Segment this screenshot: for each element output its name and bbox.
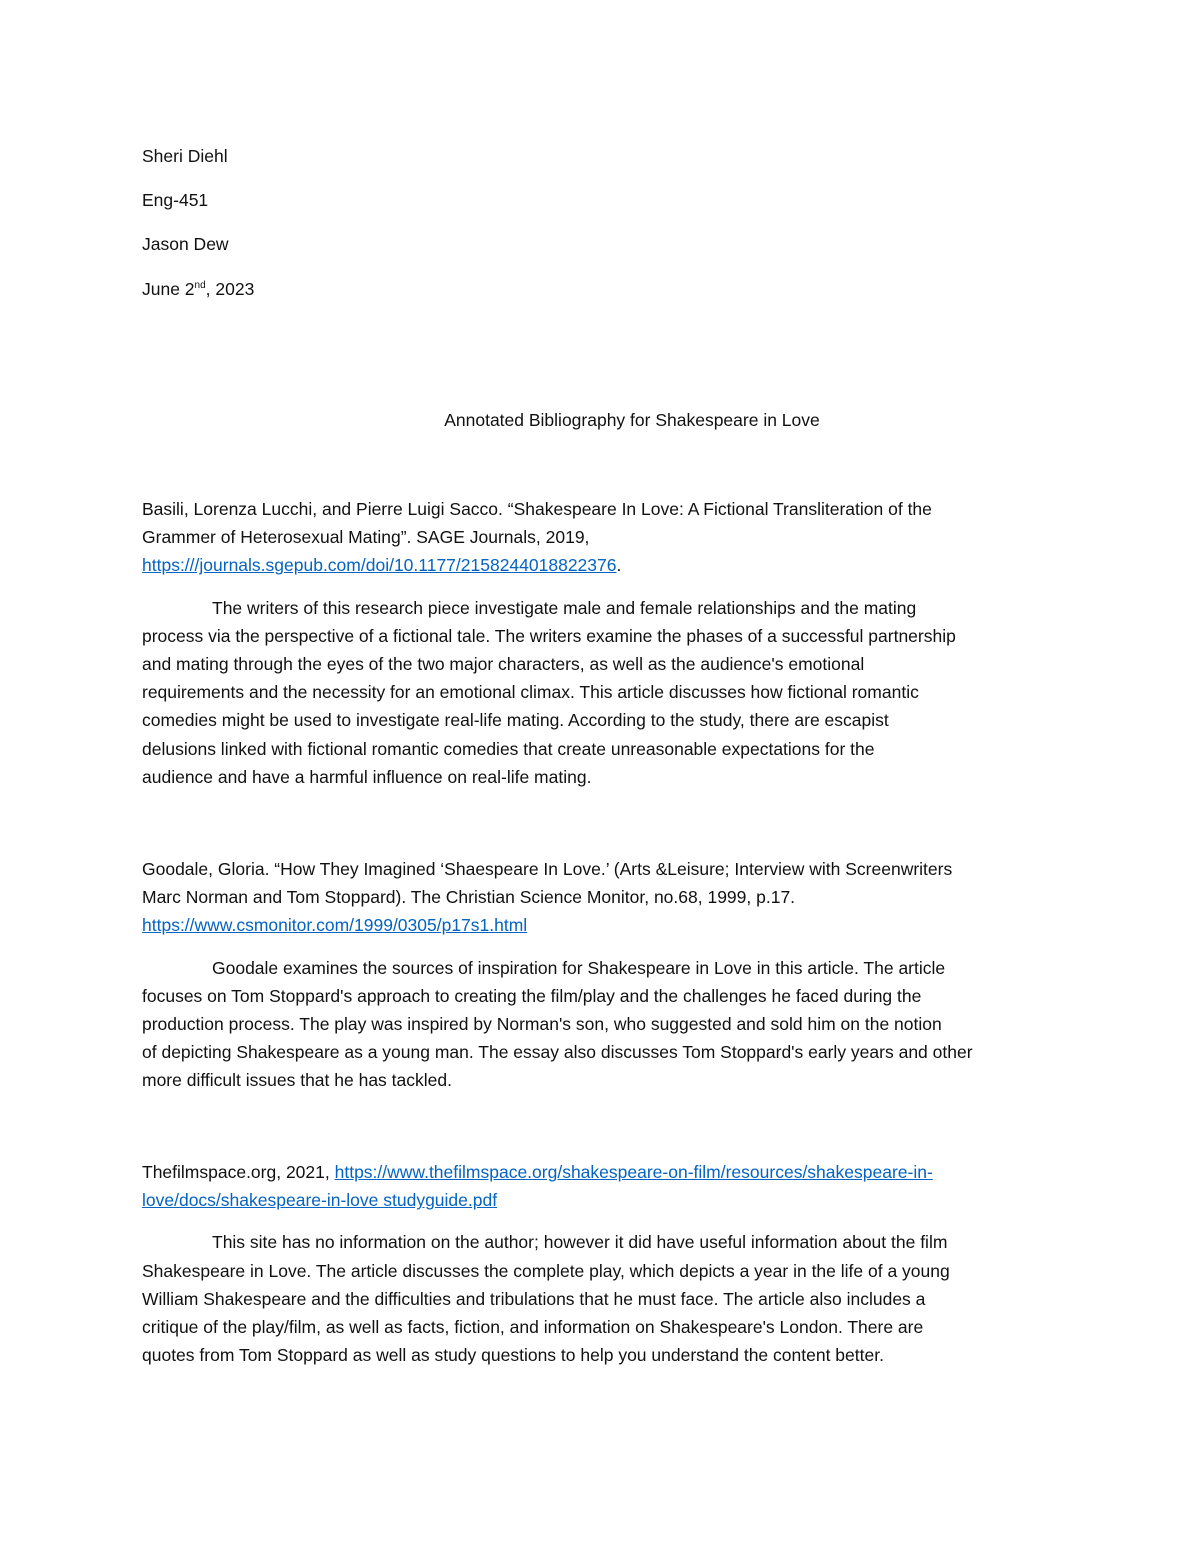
- citation-link-line: [142, 551, 1062, 579]
- citation-link-trailing: .: [616, 555, 622, 576]
- bibliography-entry: [142, 1158, 1062, 1369]
- citation-line: Basili, Lorenza Lucchi, and Pierre Luigi Sacco. “Shakespeare In Love: A Fictional Transliteration of the: [142, 499, 932, 519]
- citation-line: Marc Norman and Tom Stoppard). The Christian Science Monitor, no.68, 1999, p.17.: [142, 887, 796, 908]
- annotation-line: Goodale examines the sources of inspiration for Shakespeare in Love in this article. The article: [212, 957, 946, 978]
- citation-line: [142, 1158, 1062, 1186]
- citation-link-line: [142, 1186, 1062, 1214]
- bibliography-entry: [142, 855, 1062, 1095]
- citation-link[interactable]: https:///journals.sgepub.com/doi/10.1177/2158244018822376: [142, 555, 617, 576]
- bibliography-entry: [142, 495, 1062, 791]
- submission-date: [142, 275, 254, 303]
- annotation-line: requirements and the necessity for an emotional climax. This article discusses how fictional romantic: [142, 682, 919, 703]
- citation-link[interactable]: https://www.csmonitor.com/1999/0305/p17s1.html: [142, 915, 528, 936]
- citation-line: Grammer of Heterosexual Mating”. SAGE Journals, 2019,: [142, 527, 590, 548]
- citation-link-line: [142, 911, 1062, 939]
- annotation-line: process via the perspective of a fictional tale. The writers examine the phases of a successful partnership: [142, 625, 956, 646]
- date-rest: , 2023: [205, 279, 255, 299]
- annotation-line: of depicting Shakespeare as a young man. The essay also discusses Tom Stoppard's early years and other: [142, 1042, 973, 1063]
- author-name: Sheri Diehl: [142, 146, 228, 166]
- annotation-line: production process. The play was inspired by Norman's son, who suggested and sold him on the notion: [142, 1014, 942, 1035]
- citation-link[interactable]: https://www.thefilmspace.org/shakespeare-on-film/resources/shakespeare-in-: [334, 1162, 933, 1182]
- date-prefix: June 2: [142, 279, 195, 299]
- annotation-line: William Shakespeare and the difficulties and tribulations that he must face. The article also includes a: [142, 1288, 926, 1309]
- annotation-line: This site has no information on the author; however it did have useful information about the film: [212, 1232, 948, 1253]
- annotation-line: quotes from Tom Stoppard as well as study questions to help you understand the content better.: [142, 1345, 884, 1366]
- course-code: Eng-451: [142, 190, 209, 210]
- annotation-line: delusions linked with fictional romantic comedies that create unreasonable expectations for the: [142, 738, 875, 759]
- annotation-line: Shakespeare in Love. The article discusses the complete play, which depicts a year in the life of a young: [142, 1260, 950, 1281]
- citation-link[interactable]: love/docs/shakespeare-in-love studyguide.pdf: [142, 1190, 498, 1211]
- annotation-line: more difficult issues that he has tackled.: [142, 1070, 452, 1091]
- citation-line: Goodale, Gloria. “How They Imagined ‘Shaespeare In Love.’ (Arts &Leisure; Interview with Screenwriters: [142, 859, 953, 879]
- annotation-line: The writers of this research piece investigate male and female relationships and the mating: [212, 597, 917, 618]
- annotation-line: focuses on Tom Stoppard's approach to creating the film/play and the challenges he faced during the: [142, 985, 922, 1006]
- annotation-line: critique of the play/film, as well as facts, fiction, and information on Shakespeare's London. There are: [142, 1317, 924, 1338]
- annotation-line: comedies might be used to investigate real-life mating. According to the study, there are escapist: [142, 710, 889, 731]
- date-ordinal: nd: [194, 280, 206, 292]
- citation-prefix: Thefilmspace.org, 2021,: [142, 1162, 335, 1182]
- annotation-line: and mating through the eyes of the two major characters, as well as the audience's emotional: [142, 654, 865, 675]
- instructor-name: Jason Dew: [142, 234, 229, 254]
- annotation-line: audience and have a harmful influence on real-life mating.: [142, 766, 592, 787]
- document-title: Annotated Bibliography for Shakespeare in Love: [444, 410, 820, 430]
